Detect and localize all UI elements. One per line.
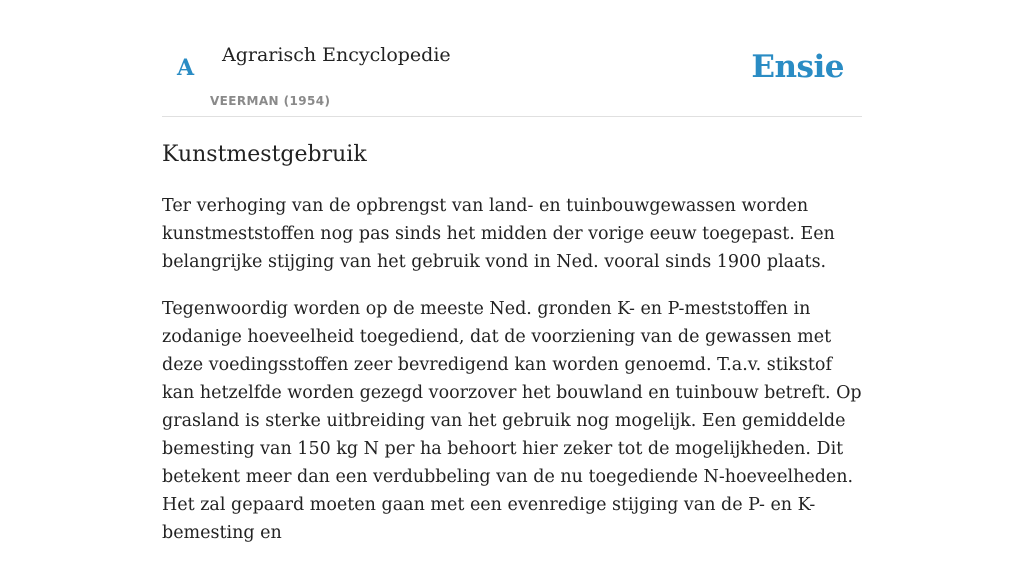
book-author-year: VEERMAN (1954) <box>210 94 331 108</box>
ensie-logo[interactable]: Ensie <box>751 49 844 85</box>
article <box>162 140 862 566</box>
header <box>162 0 862 117</box>
article-title: Kunstmestgebruik <box>162 142 367 167</box>
book-letter-logo[interactable]: A <box>177 55 195 81</box>
article-paragraph: Tegenwoordig worden op de meeste Ned. gronden K- en P-meststoffen in zodanige hoeveelheid toegediend, dat de voorziening van de gewassen met deze voedingsstoffen zeer bevredigend kan worden genoemd. T.a.v. stikstof kan hetzelfde worden gezegd voorzover het bouwland en tuinbouw betreft. Op grasland is sterke uitbreiding van het gebruik nog mogelijk. Een gemiddelde bemesting van 150 kg N per ha behoort hier zeker tot de mogelijkheden. Dit betekent meer dan een verdubbeling van de nu toegediende N-hoeveelheden. Het zal gepaard moeten gaan met een evenredige stijging van de P- en K-bemesting en <box>162 299 862 543</box>
book-title-link[interactable]: Agrarisch Encyclopedie <box>222 44 451 66</box>
article-paragraph: Ter verhoging van de opbrengst van land- en tuinbouwgewassen worden kunstmeststoffen nog pas sinds het midden der vorige eeuw toegepast. Een belangrijke stijging van het gebruik vond in Ned. vooral sinds 1900 plaats. <box>162 196 835 272</box>
